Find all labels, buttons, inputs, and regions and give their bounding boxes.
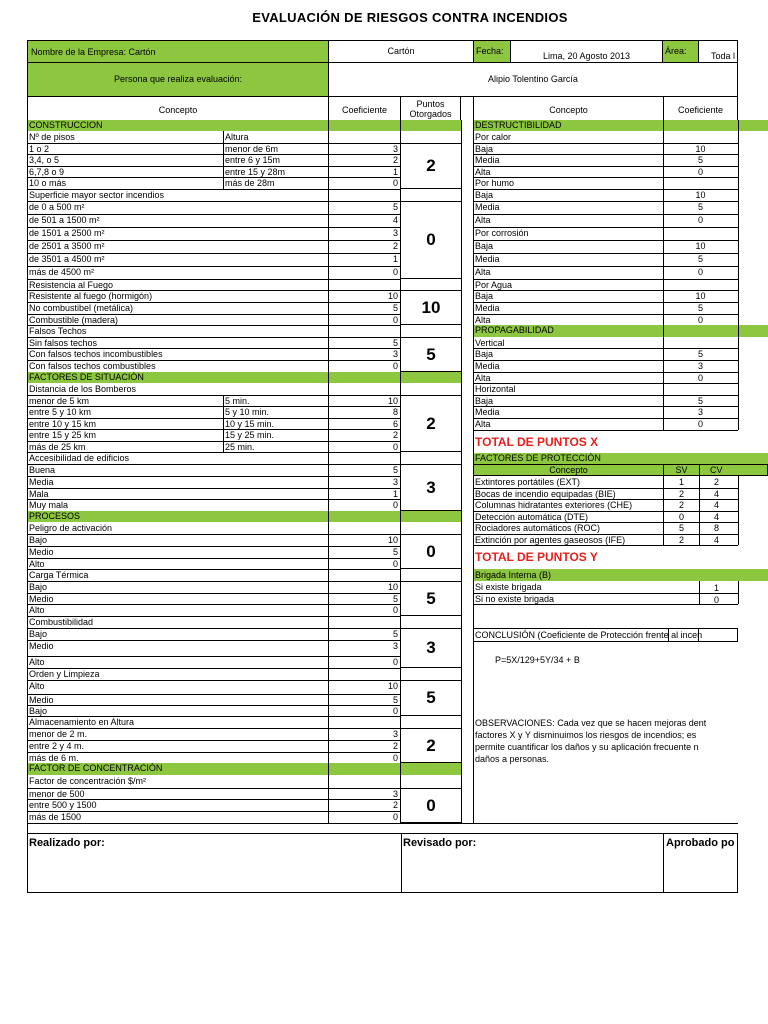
row-label: Media	[29, 477, 54, 487]
row-coef: 0	[392, 657, 398, 667]
proteccion-cv: CV	[710, 465, 723, 475]
prot-row-cv: 4	[713, 511, 719, 522]
right-row-label: Por humo	[475, 178, 515, 188]
points-value: 0	[426, 541, 436, 561]
brig-row-value: 0	[713, 594, 719, 605]
row-coef: 1	[392, 254, 398, 264]
row-coef: 6	[392, 419, 398, 429]
right-coef-border	[663, 120, 664, 430]
row-label: Medio	[29, 547, 54, 557]
points-value: 10	[421, 297, 441, 317]
left-header-puntos	[400, 96, 461, 121]
empresa-value: Cartón	[387, 46, 415, 56]
right-row-label: Por calor	[475, 132, 512, 142]
row-label: Alto	[29, 681, 45, 691]
row-coef: 3	[392, 641, 398, 651]
right-row-label: Alta	[475, 267, 491, 277]
row-coef: 0	[392, 500, 398, 510]
row-coef: 0	[392, 267, 398, 277]
conclusion-divider-2	[698, 628, 699, 642]
fecha-cell[interactable]	[510, 40, 663, 63]
row-coef: 8	[392, 407, 398, 417]
right-row-coef: 5	[697, 349, 703, 359]
row-sublabel: 15 y 25 min.	[225, 430, 275, 440]
row-label: más de 4500 m²	[29, 267, 95, 277]
row-label: de 1501 a 2500 m²	[29, 228, 105, 238]
right-row-label: Media	[475, 361, 500, 371]
right-row-label: Media	[475, 155, 500, 165]
observaciones-line: factores X y Y disminuimos los riesgos de incendios; es	[475, 730, 697, 740]
row-label: Muy mala	[29, 500, 69, 510]
section-header-label: FACTORES DE SITUACIÓN	[29, 372, 144, 382]
right-row-label: Media	[475, 407, 500, 417]
row-divider	[223, 395, 224, 406]
row-label: de 501 a 1500 m²	[29, 215, 100, 225]
row-label: Alto	[29, 657, 45, 667]
row-label: Accesibilidad de edificios	[29, 453, 130, 463]
row-coef: 3	[392, 349, 398, 359]
area-label-cell	[662, 40, 699, 63]
row-label: Combustibilidad	[29, 617, 94, 627]
row-coef: 10	[387, 291, 398, 301]
observaciones-line: daños a personas.	[475, 754, 550, 764]
right-row-label: Baja	[475, 144, 494, 154]
row-label: No combustibel (metálica)	[29, 303, 134, 313]
prot-row-label: Extinción por agentes gaseosos (IFE)	[475, 534, 626, 545]
right-row-label: Baja	[475, 291, 494, 301]
right-coef-border-2	[738, 120, 739, 430]
left-header-concepto	[27, 96, 329, 121]
prot-row-cv: 4	[713, 534, 719, 545]
row-label: de 2501 a 3500 m²	[29, 241, 105, 251]
right-row-coef: 0	[697, 373, 703, 383]
row-label: entre 5 y 10 km	[29, 407, 92, 417]
realizado-label: Realizado por:	[29, 837, 105, 849]
right-header-concepto	[473, 96, 664, 121]
row-sublabel: Altura	[225, 132, 249, 142]
row-coef: 0	[392, 559, 398, 569]
row-divider	[223, 418, 224, 429]
total-y: TOTAL DE PUNTOS Y	[475, 551, 598, 564]
row-label: Resistente al fuego (hormigón)	[29, 291, 153, 301]
row-label: menor de 5 km	[29, 396, 90, 406]
row-coef: 3	[392, 144, 398, 154]
section-header	[27, 372, 461, 383]
right-row-coef: 5	[697, 202, 703, 212]
mid-border	[473, 120, 474, 824]
right-row-coef: 3	[697, 361, 703, 371]
proteccion-title: FACTORES DE PROTECCIÓN	[475, 453, 601, 463]
row-coef: 0	[392, 315, 398, 325]
points-cell[interactable]	[400, 337, 462, 372]
right-row-coef: 5	[697, 303, 703, 313]
row-label: Peligro de activación	[29, 523, 113, 533]
prot-row-sv: 2	[678, 488, 684, 499]
row-sublabel: entre 15 y 28m	[225, 167, 286, 177]
points-cell[interactable]	[400, 581, 462, 616]
prot-row-cv: 4	[713, 500, 719, 510]
persona-label: Persona que realiza evaluación:	[113, 74, 243, 84]
conclusion-divider	[668, 628, 669, 642]
brig-row-label: Si no existe brigada	[475, 593, 555, 604]
right-row-label: Alta	[475, 167, 491, 177]
points-cell[interactable]	[400, 395, 462, 452]
col-puntos: Puntos Otorgados	[409, 99, 452, 119]
points-cell[interactable]	[400, 680, 462, 716]
row-coef: 2	[392, 741, 398, 751]
row-label: 10 o más	[29, 178, 67, 188]
coef-border-left	[328, 120, 329, 823]
prot-row-label: Detección automática (DTE)	[475, 511, 589, 522]
prot-row-sv: 1	[678, 477, 684, 487]
persona-cell[interactable]	[328, 62, 738, 97]
section-header-right-label: PROPAGABILIDAD	[475, 325, 554, 335]
row-coef: 0	[392, 706, 398, 716]
revisado-label: Revisado por:	[403, 837, 477, 849]
fecha-label: Fecha:	[476, 46, 504, 56]
right-row-coef: 0	[697, 215, 703, 225]
right-row-label: Baja	[475, 190, 494, 200]
right-row-label: Media	[475, 303, 500, 313]
col-concepto: Concepto	[158, 105, 198, 115]
total-x: TOTAL DE PUNTOS X	[475, 436, 599, 449]
table-bottom-line	[27, 823, 738, 824]
right-row-coef: 10	[695, 144, 706, 154]
right-row-coef: 5	[697, 254, 703, 264]
row-coef: 10	[387, 535, 398, 545]
row-divider	[223, 166, 224, 177]
row-divider	[223, 154, 224, 166]
row-label: Con falsos techos combustibles	[29, 361, 156, 371]
row-coef: 5	[392, 594, 398, 604]
points-cell[interactable]	[400, 728, 462, 763]
section-header-label: PROCESOS	[29, 511, 81, 521]
section-header	[27, 763, 461, 775]
row-label: Nº de pisos	[29, 132, 75, 142]
right-row-coef: 3	[697, 407, 703, 417]
row-coef: 0	[392, 361, 398, 371]
row-label: Orden y Limpieza	[29, 669, 100, 679]
right-row-label: Vertical	[475, 338, 505, 348]
row-label: Combustible (madera)	[29, 315, 119, 325]
right-header-coeficiente	[663, 96, 738, 121]
right-row-label: Alta	[475, 315, 491, 325]
aprobado-box[interactable]	[663, 833, 738, 893]
right-row-coef: 5	[697, 155, 703, 165]
brig-border-2	[738, 581, 739, 604]
prot-row-sv: 0	[678, 511, 684, 522]
row-coef: 0	[392, 442, 398, 452]
row-coef: 5	[392, 338, 398, 348]
proteccion-title-cell	[473, 453, 768, 464]
proteccion-header-concepto	[473, 464, 664, 476]
section-header-right-label: DESTRUCTIBILIDAD	[475, 120, 562, 130]
right-row-label: Alta	[475, 419, 491, 429]
brig-row-label: Si existe brigada	[475, 582, 542, 592]
row-label: Bajo	[29, 582, 48, 592]
revisado-box[interactable]	[401, 833, 664, 893]
row-coef: 10	[387, 396, 398, 406]
right-row-coef: 0	[697, 167, 703, 177]
area-label: Área:	[665, 46, 687, 56]
row-label: entre 10 y 15 km	[29, 419, 97, 429]
prot-border-3	[738, 476, 739, 545]
points-cell[interactable]	[400, 788, 462, 823]
right-row-label: Baja	[475, 241, 494, 251]
empresa-cell[interactable]	[328, 40, 474, 63]
proteccion-sv: SV	[675, 465, 688, 475]
row-divider	[223, 177, 224, 189]
right-row-line	[473, 430, 738, 431]
row-coef: 3	[392, 729, 398, 739]
row-label: menor de 500	[29, 789, 85, 799]
row-label: 1 o 2	[29, 144, 50, 154]
empresa-label-cell	[27, 40, 329, 63]
points-value: 3	[426, 477, 436, 497]
section-header-label: CONSTRUCCION	[29, 120, 103, 130]
prot-row-sv: 5	[678, 523, 684, 533]
row-label: Medio	[29, 594, 54, 604]
row-label: Medio	[29, 641, 54, 651]
col-coeficiente-right: Coeficiente	[677, 105, 724, 115]
row-label: entre 15 y 25 km	[29, 430, 97, 440]
observaciones-line: OBSERVACIONES: Cada vez que se hacen mejoras dent	[475, 718, 707, 728]
right-row-coef: 0	[697, 315, 703, 325]
right-row-coef: 0	[697, 267, 703, 277]
points-value: 5	[426, 344, 436, 364]
row-label: Resistencia al Fuego	[29, 280, 114, 290]
row-coef: 5	[392, 465, 398, 475]
row-label: Bajo	[29, 706, 48, 716]
points-value: 2	[426, 735, 436, 755]
prot-row-sv: 2	[678, 534, 684, 545]
row-coef: 10	[387, 681, 398, 691]
section-header	[27, 120, 461, 131]
row-label: Distancia de los Bomberos	[29, 384, 137, 394]
row-label: 3,4, o 5	[29, 155, 60, 165]
area-cell[interactable]	[698, 40, 738, 63]
row-sublabel: 10 y 15 min.	[225, 419, 275, 429]
points-cell[interactable]	[400, 464, 462, 511]
right-row-label: Alta	[475, 373, 491, 383]
row-coef: 3	[392, 228, 398, 238]
row-coef: 0	[392, 178, 398, 188]
conclusion-text: CONCLUSIÓN (Coeficiente de Protección frente al incen	[475, 630, 703, 640]
proteccion-concepto: Concepto	[549, 465, 588, 475]
row-coef: 3	[392, 477, 398, 487]
row-label: entre 2 y 4 m.	[29, 741, 85, 751]
area-value: Toda l	[711, 51, 736, 61]
row-label: Almacenamiento en Altura	[29, 717, 135, 727]
page-title: EVALUACIÓN DE RIESGOS CONTRA INCENDIOS	[252, 10, 568, 25]
points-value: 0	[426, 230, 436, 249]
row-divider	[223, 131, 224, 143]
row-label: más de 25 km	[29, 442, 86, 452]
right-row-coef: 10	[695, 241, 706, 251]
row-coef: 4	[392, 215, 398, 225]
col-concepto-right: Concepto	[549, 105, 588, 115]
row-coef: 5	[392, 547, 398, 557]
points-cell[interactable]	[400, 143, 462, 189]
section-header	[27, 511, 461, 522]
prot-row-label: Rociadores automáticos (ROC)	[475, 523, 601, 533]
section-header-right	[473, 120, 768, 131]
row-label: más de 6 m.	[29, 753, 79, 763]
prot-border-2	[699, 476, 700, 545]
row-label: entre 500 y 1500	[29, 800, 97, 810]
points-cell[interactable]	[400, 628, 462, 668]
row-label: 6,7,8 o 9	[29, 167, 65, 177]
fecha-value: Lima, 20 Agosto 2013	[542, 51, 631, 61]
section-header-right	[473, 325, 768, 337]
row-label: Alto	[29, 559, 45, 569]
row-divider	[223, 429, 224, 441]
prot-row-label: Extintores portátiles (EXT)	[475, 477, 581, 487]
row-sublabel: 5 y 10 min.	[225, 407, 270, 417]
row-label: Bajo	[29, 535, 48, 545]
row-divider	[223, 441, 224, 452]
right-row-label: Media	[475, 254, 500, 264]
formula: P=5X/129+5Y/34 + B	[495, 655, 580, 665]
row-coef: 0	[392, 753, 398, 763]
points-value: 5	[426, 688, 436, 707]
row-divider	[223, 143, 224, 154]
row-coef: 2	[392, 430, 398, 440]
right-row-label: Alta	[475, 215, 491, 225]
row-label: Mala	[29, 489, 49, 499]
right-row-coef: 5	[697, 396, 703, 406]
brigada-title: Brigada Interna (B)	[475, 570, 552, 580]
row-coef: 1	[392, 489, 398, 499]
right-row-label: Por Agua	[475, 280, 513, 290]
right-row-label: Baja	[475, 349, 494, 359]
right-row-label: Media	[475, 202, 500, 212]
row-coef: 5	[392, 202, 398, 212]
row-label: Carga Térmica	[29, 570, 89, 580]
brigada-title-cell	[473, 569, 768, 581]
prot-row-label: Columnas hidratantes exteriores (CHE)	[475, 500, 633, 510]
right-row-coef: 0	[697, 419, 703, 429]
row-sublabel: menor de 6m	[225, 144, 279, 154]
prot-row-sv: 2	[678, 500, 684, 510]
prot-row-line	[473, 545, 738, 546]
points-value: 0	[426, 795, 436, 815]
prot-row-cv: 8	[713, 523, 719, 533]
row-coef: 0	[392, 812, 398, 822]
row-sublabel: 5 min.	[225, 396, 250, 406]
brig-border	[699, 581, 700, 604]
fecha-label-cell	[473, 40, 511, 63]
row-coef: 2	[392, 800, 398, 810]
row-coef: 1	[392, 167, 398, 177]
persona-value: Alipio Tolentino García	[488, 74, 578, 84]
row-coef: 2	[392, 155, 398, 165]
aprobado-label: Aprobado po	[666, 837, 735, 849]
row-coef: 2	[392, 241, 398, 251]
row-label: Alto	[29, 605, 45, 615]
right-row-label: Baja	[475, 396, 494, 406]
row-coef: 5	[392, 303, 398, 313]
row-label: Sin falsos techos	[29, 338, 98, 348]
points-cell[interactable]	[400, 201, 462, 279]
row-label: Falsos Techos	[29, 326, 87, 336]
points-value: 5	[426, 588, 436, 608]
points-value: 2	[426, 413, 436, 433]
left-border	[27, 120, 28, 892]
row-label: Factor de concentración $/m²	[29, 776, 147, 786]
right-row-coef: 10	[695, 291, 706, 301]
row-coef: 5	[392, 629, 398, 639]
mid-border-2	[461, 120, 462, 824]
prot-border	[663, 476, 664, 545]
left-header-coeficiente	[328, 96, 401, 121]
row-label: menor de 2 m.	[29, 729, 88, 739]
row-coef: 5	[392, 695, 398, 705]
row-label: más de 1500	[29, 812, 82, 822]
persona-label-cell	[27, 62, 329, 97]
row-label: Con falsos techos incombustibles	[29, 349, 163, 359]
points-value: 3	[426, 638, 436, 657]
right-row-label: Horizontal	[475, 384, 516, 394]
row-label: de 0 a 500 m²	[29, 202, 85, 212]
empresa-label: Nombre de la Empresa: Cartón	[31, 47, 156, 57]
proteccion-header-cv	[699, 464, 768, 476]
row-label: Superficie mayor sector incendios	[29, 190, 165, 200]
realizado-box[interactable]	[27, 833, 402, 893]
row-divider	[223, 406, 224, 418]
prot-row-cv: 4	[713, 488, 719, 499]
row-sublabel: más de 28m	[225, 178, 275, 188]
prot-row-label: Bocas de incendio equipadas (BIE)	[475, 488, 616, 499]
right-row-label: Por corrosión	[475, 228, 529, 238]
prot-row-cv: 2	[713, 477, 719, 487]
proteccion-header-sv	[663, 464, 700, 476]
section-header-label: FACTOR DE CONCENTRACIÓN	[29, 763, 163, 773]
row-coef: 10	[387, 582, 398, 592]
row-coef: 0	[392, 605, 398, 615]
brig-row-value: 1	[713, 583, 719, 593]
points-cell[interactable]	[400, 290, 462, 325]
points-cell[interactable]	[400, 534, 462, 569]
row-label: de 3501 a 4500 m²	[29, 254, 105, 264]
col-coeficiente: Coeficiente	[341, 105, 388, 115]
row-sublabel: entre 6 y 15m	[225, 155, 281, 165]
row-label: Bajo	[29, 629, 48, 639]
points-value: 2	[426, 156, 436, 175]
row-coef: 3	[392, 789, 398, 799]
observaciones-line: permite cuantificar los daños y su aplicación frecuente n	[475, 742, 699, 752]
row-label: Medio	[29, 695, 54, 705]
row-label: Buena	[29, 465, 56, 475]
row-sublabel: 25 min.	[225, 442, 255, 452]
right-row-coef: 10	[695, 190, 706, 200]
